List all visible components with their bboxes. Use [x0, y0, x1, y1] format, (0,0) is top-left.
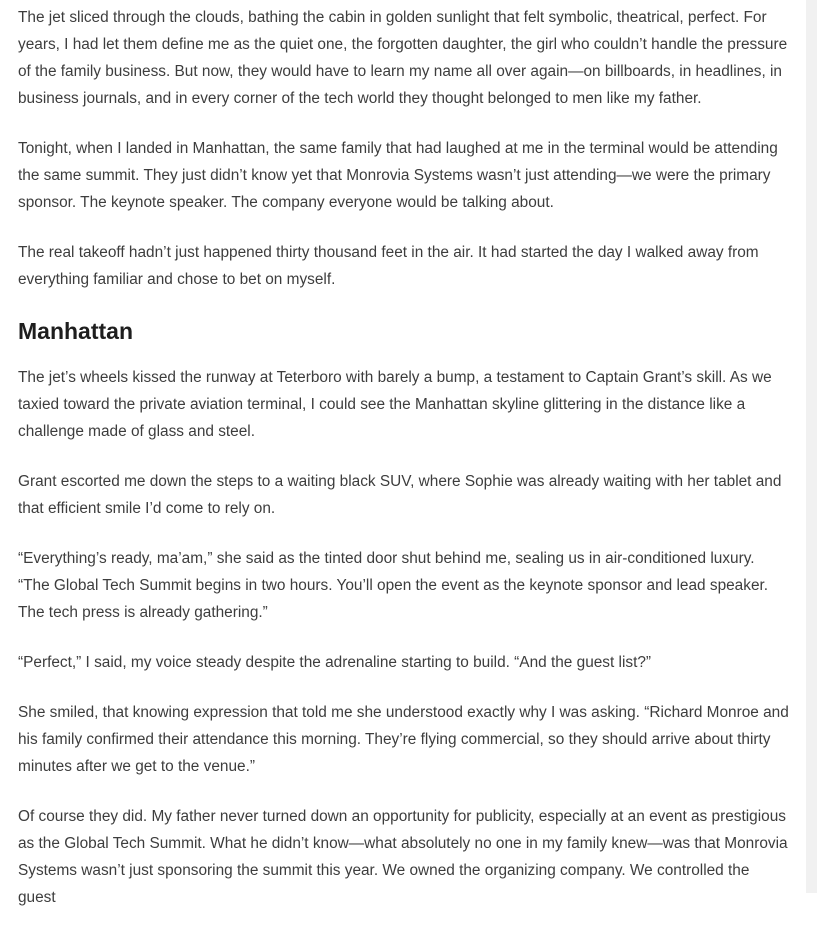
paragraph-4: The jet’s wheels kissed the runway at Teterboro with barely a bump, a testament to Captain Grant’s skill. As we taxied toward the private aviation terminal, I could see the Manhattan skyline glittering in the distance like a challenge made of glass and steel. [18, 369, 772, 440]
paragraph-7: “Perfect,” I said, my voice steady despite the adrenaline starting to build. “And the guest list?” [18, 654, 652, 671]
paragraph-9: Of course they did. My father never turned down an opportunity for publicity, especially at an event as prestigious as the Global Tech Summit. What he didn’t know—what absolutely no one in my family knew—was that Monrovia Systems wasn’t just sponsoring the summit this year. We owned the organizing company. We controlled the guest [18, 808, 788, 906]
article-body [18, 4, 790, 934]
scrollbar-track[interactable] [806, 0, 817, 893]
paragraph-1: The jet sliced through the clouds, bathing the cabin in golden sunlight that felt symbolic, theatrical, perfect. For years, I had let them define me as the quiet one, the forgotten daughter, the girl who couldn’t handle the pressure of the family business. But now, they would have to learn my name all over again—on billboards, in headlines, in business journals, and in every corner of the tech world they thought belonged to men like my father. [18, 9, 788, 107]
paragraph-3: The real takeoff hadn’t just happened thirty thousand feet in the air. It had started the day I walked away from everything familiar and chose to bet on myself. [18, 244, 759, 288]
paragraph-8: She smiled, that knowing expression that told me she understood exactly why I was asking. “Richard Monroe and his family confirmed their attendance this morning. They’re flying commercial, so they should arrive about thirty minutes after we get to the venue.” [18, 704, 789, 775]
paragraph-5: Grant escorted me down the steps to a waiting black SUV, where Sophie was already waiting with her tablet and that efficient smile I’d come to rely on. [18, 473, 782, 517]
paragraph-2: Tonight, when I landed in Manhattan, the same family that had laughed at me in the terminal would be attending the same summit. They just didn’t know yet that Monrovia Systems wasn’t just attending—we were the primary sponsor. The keynote speaker. The company everyone would be talking about. [18, 140, 778, 211]
paragraph-6: “Everything’s ready, ma’am,” she said as the tinted door shut behind me, sealing us in air-conditioned luxury. “The Global Tech Summit begins in two hours. You’ll open the event as the keynote sponsor and lead speaker. The tech press is already gathering.” [18, 550, 769, 621]
section-heading: Manhattan [18, 318, 133, 344]
